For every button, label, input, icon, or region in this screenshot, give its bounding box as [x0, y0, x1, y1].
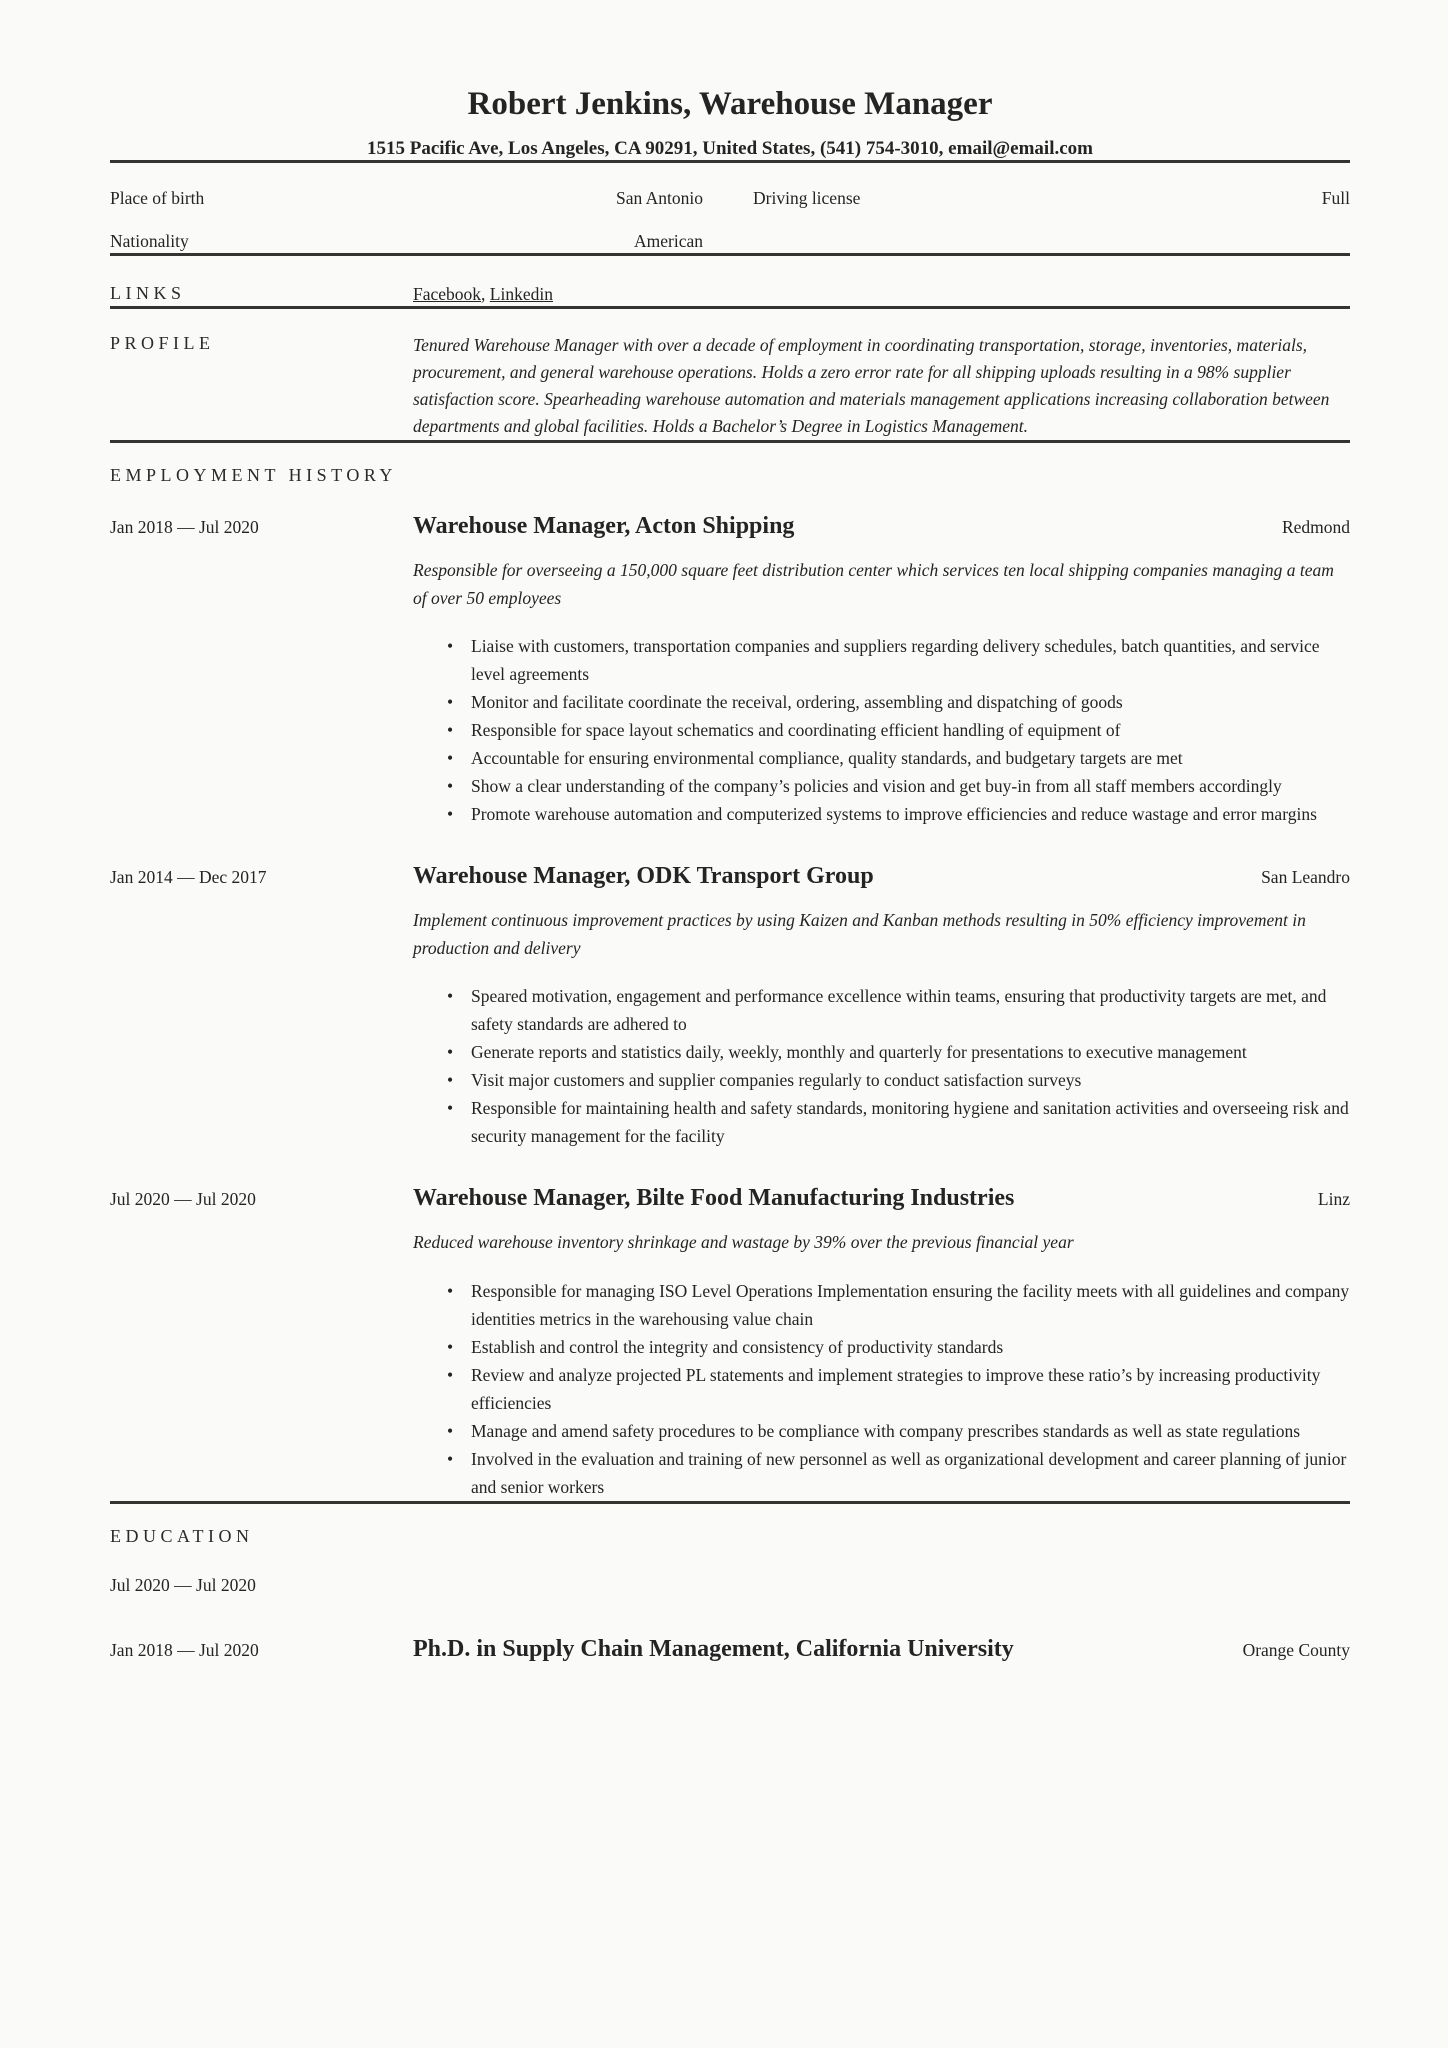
job-bullet-list [413, 632, 1350, 828]
details-empty-cell [703, 229, 1180, 253]
job-bullet: • Liaise with customers, transportation companies and suppliers regarding delivery schedules, batch quantities, and service level agreements [413, 632, 1350, 688]
education-dates: Jan 2018 — Jul 2020 [110, 1639, 259, 1660]
job-bullet: • Responsible for maintaining health and safety standards, monitoring hygiene and sanitation activities and overseeing risk and security management for the facility [413, 1094, 1350, 1150]
job-bullet: • Show a clear understanding of the company’s policies and vision and get buy-in from all staff members accordingly [413, 772, 1350, 800]
details-empty-cell [1180, 229, 1350, 253]
education-title: Ph.D. in Supply Chain Management, California University [413, 1635, 1014, 1662]
job-dates: Jan 2014 — Dec 2017 [110, 867, 267, 887]
job-bullet: • Involved in the evaluation and training of new personnel as well as organizational development and career planning of junior and senior workers [413, 1445, 1350, 1501]
section-divider [110, 440, 1350, 443]
job-bullet: • Promote warehouse automation and computerized systems to improve efficiencies and reduce wastage and error margins [413, 800, 1350, 828]
job-location: Linz [1317, 1189, 1350, 1209]
job-bullet: • Responsible for managing ISO Level Operations Implementation ensuring the facility meets with all guidelines and company identities metrics in the warehousing value chain [413, 1277, 1350, 1333]
job-bullet-list [413, 1277, 1350, 1501]
personal-details [110, 163, 1350, 253]
links-separator: , [481, 284, 490, 304]
section-heading-profile: PROFILE [110, 333, 215, 353]
links-list [413, 282, 1350, 306]
details-value-nationality: American [634, 231, 703, 251]
job-bullet: • Review and analyze projected PL statements and implement strategies to improve these ratio’s by increasing productivity efficiencies [413, 1361, 1350, 1417]
profile-text: Tenured Warehouse Manager with over a decade of employment in coordinating transportation, storage, inventories, materials, procurement, and general warehouse operations. Holds a zero error rate for all shipping uploads resulting in a 98% supplier satisfaction score. Spearheading warehouse automation and materials management applications increasing collaboration between departments and global facilities. Holds a Bachelor’s Degree in Logistics Management. [413, 335, 1330, 436]
job-bullet: • Visit major customers and supplier companies regularly to conduct satisfaction surveys [413, 1066, 1350, 1094]
job-summary: Responsible for overseeing a 150,000 square feet distribution center which services ten local shipping companies managing a team of over 50 employees [413, 560, 1334, 608]
job-dates: Jul 2020 — Jul 2020 [110, 1189, 256, 1209]
job-entry [110, 1182, 1350, 1501]
education-entry [110, 1633, 1350, 1665]
job-title: Warehouse Manager, ODK Transport Group [413, 863, 874, 889]
job-bullet: • Responsible for space layout schematics and coordinating efficient handling of equipment of [413, 716, 1350, 744]
job-bullet: • Manage and amend safety procedures to be compliance with company prescribes standards as well as state regulations [413, 1417, 1350, 1445]
details-row [110, 229, 1350, 253]
job-header [110, 510, 1350, 542]
job-header [110, 860, 1350, 892]
job-bullet: • Generate reports and statistics daily, weekly, monthly and quarterly for presentations to executive management [413, 1038, 1350, 1066]
section-heading-employment-history: EMPLOYMENT HISTORY [110, 465, 397, 485]
job-title: Warehouse Manager, Acton Shipping [413, 513, 795, 539]
links-section [110, 282, 1350, 306]
employment-history-section [110, 464, 1350, 1501]
education-location: Orange County [1242, 1639, 1350, 1660]
section-divider [110, 1501, 1350, 1504]
job-bullet: • Accountable for ensuring environmental compliance, quality standards, and budgetary targets are met [413, 744, 1350, 772]
job-entry [110, 860, 1350, 1150]
job-dates: Jan 2018 — Jul 2020 [110, 517, 259, 537]
job-summary: Implement continuous improvement practices by using Kaizen and Kanban methods resulting in 50% efficiency improvement in production and delivery [413, 910, 1306, 958]
job-location: Redmond [1281, 517, 1350, 537]
details-value-place-of-birth: San Antonio [615, 188, 703, 208]
profile-section [110, 332, 1350, 440]
page-title: Robert Jenkins, Warehouse Manager [467, 86, 993, 122]
job-summary: Reduced warehouse inventory shrinkage and wastage by 39% over the previous financial year [413, 1232, 1074, 1252]
job-bullet: • Speared motivation, engagement and performance excellence within teams, ensuring that productivity targets are met, and safety standards are adhered to [413, 982, 1350, 1038]
job-header [110, 1182, 1350, 1214]
education-entry [110, 1573, 1350, 1597]
section-divider [110, 253, 1350, 256]
job-title: Warehouse Manager, Bilte Food Manufacturing Industries [413, 1185, 1015, 1211]
job-entry [110, 510, 1350, 828]
contact-line: 1515 Pacific Ave, Los Angeles, CA 90291, United States, (541) 754-3010, email@email.com [366, 138, 1094, 159]
section-heading-links: LINKS [110, 283, 186, 303]
education-dates: Jul 2020 — Jul 2020 [110, 1574, 256, 1595]
details-value-driving-license: Full [1321, 188, 1350, 208]
job-location: San Leandro [1261, 867, 1350, 887]
details-row [110, 186, 1350, 210]
link-facebook[interactable]: Facebook [413, 284, 482, 304]
education-section [110, 1525, 1350, 1665]
details-label-nationality: Nationality [110, 231, 189, 251]
section-divider [110, 306, 1350, 309]
section-heading-education: EDUCATION [110, 1525, 254, 1546]
details-label-place-of-birth: Place of birth [110, 188, 205, 208]
job-bullet: • Establish and control the integrity and consistency of productivity standards [413, 1333, 1350, 1361]
details-label-driving-license: Driving license [753, 188, 861, 208]
job-bullet-list [413, 982, 1350, 1150]
link-linkedin[interactable]: Linkedin [489, 284, 553, 304]
job-bullet: • Monitor and facilitate coordinate the receival, ordering, assembling and dispatching of goods [413, 688, 1350, 716]
